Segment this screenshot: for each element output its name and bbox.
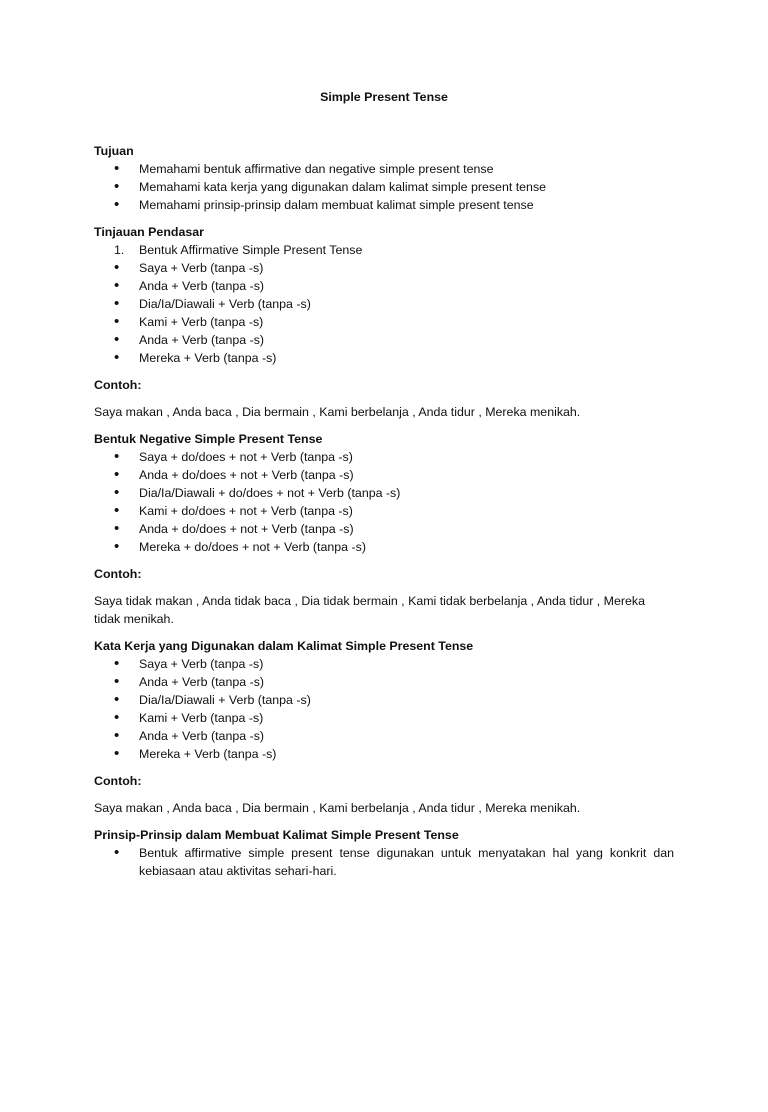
list-item: • Bentuk affirmative simple present tense digunakan untuk menyatakan hal yang konkrit dan kebiasaan atau aktivitas sehari-hari.	[94, 844, 674, 880]
bullet-icon	[114, 196, 134, 214]
bullet-icon	[114, 745, 134, 763]
bullet-icon	[114, 655, 134, 673]
bullet-icon	[114, 259, 134, 277]
list-prinsip	[94, 844, 674, 880]
bullet-icon	[114, 520, 134, 538]
document-title: Simple Present Tense	[320, 90, 448, 104]
bullet-icon	[114, 331, 134, 349]
list-item: • Dia/Ia/Diawali + Verb (tanpa -s)	[94, 295, 674, 313]
list-item: • Memahami bentuk affirmative dan negative simple present tense	[94, 160, 674, 178]
bullet-icon	[114, 538, 134, 556]
bullet-icon	[114, 844, 134, 862]
contoh-label: Contoh:	[94, 378, 142, 392]
heading-prinsip: Prinsip-Prinsip dalam Membuat Kalimat Simple Present Tense	[94, 828, 459, 842]
bullet-icon	[114, 709, 134, 727]
list-tujuan	[94, 160, 674, 214]
bullet-icon	[114, 484, 134, 502]
list-item: • Anda + Verb (tanpa -s)	[94, 673, 674, 691]
list-item: • Kami + Verb (tanpa -s)	[94, 709, 674, 727]
contoh-text: Saya makan , Anda baca , Dia bermain , Kami berbelanja , Anda tidur , Mereka menikah.	[94, 405, 581, 419]
list-item: • Mereka + Verb (tanpa -s)	[94, 349, 674, 367]
bullet-icon	[114, 277, 134, 295]
contoh-text: Saya tidak makan , Anda tidak baca , Dia tidak bermain , Kami tidak berbelanja , Anda tidur , Mereka tidak menikah.	[94, 594, 645, 626]
list-item: • Anda + do/does + not + Verb (tanpa -s)	[94, 466, 674, 484]
contoh-label: Contoh:	[94, 774, 142, 788]
list-item: • Kami + do/does + not + Verb (tanpa -s)	[94, 502, 674, 520]
item-number: 1.	[114, 243, 125, 257]
list-item: • Dia/Ia/Diawali + Verb (tanpa -s)	[94, 691, 674, 709]
bullet-icon	[114, 160, 134, 178]
bullet-icon	[114, 313, 134, 331]
list-affirmative	[94, 259, 674, 367]
list-item: • Saya + Verb (tanpa -s)	[94, 655, 674, 673]
bullet-icon	[114, 295, 134, 313]
heading-negative: Bentuk Negative Simple Present Tense	[94, 432, 323, 446]
contoh-text: Saya makan , Anda baca , Dia bermain , Kami berbelanja , Anda tidur , Mereka menikah.	[94, 801, 581, 815]
numbered-item: 1. Bentuk Affirmative Simple Present Tense	[114, 243, 363, 257]
list-item: • Saya + Verb (tanpa -s)	[94, 259, 674, 277]
list-item: • Memahami kata kerja yang digunakan dalam kalimat simple present tense	[94, 178, 674, 196]
heading-tujuan: Tujuan	[94, 144, 134, 158]
bullet-icon	[114, 349, 134, 367]
list-item: • Memahami prinsip-prinsip dalam membuat kalimat simple present tense	[94, 196, 674, 214]
document-page	[0, 88, 768, 1112]
bullet-icon	[114, 466, 134, 484]
bullet-icon	[114, 691, 134, 709]
heading-kata-kerja: Kata Kerja yang Digunakan dalam Kalimat Simple Present Tense	[94, 639, 474, 653]
bullet-icon	[114, 673, 134, 691]
bullet-icon	[114, 502, 134, 520]
list-item: • Anda + do/does + not + Verb (tanpa -s)	[94, 520, 674, 538]
contoh-label: Contoh:	[94, 567, 142, 581]
list-item: • Mereka + do/does + not + Verb (tanpa -s)	[94, 538, 674, 556]
numbered-list-tinjauan	[94, 241, 674, 259]
bullet-icon	[114, 727, 134, 745]
list-item: • Anda + Verb (tanpa -s)	[94, 277, 674, 295]
list-item: • Mereka + Verb (tanpa -s)	[94, 745, 674, 763]
list-kata-kerja	[94, 655, 674, 763]
bullet-icon	[114, 178, 134, 196]
list-item: • Anda + Verb (tanpa -s)	[94, 331, 674, 349]
heading-tinjauan-pendasar: Tinjauan Pendasar	[94, 225, 204, 239]
list-item: • Kami + Verb (tanpa -s)	[94, 313, 674, 331]
list-item: • Saya + do/does + not + Verb (tanpa -s)	[94, 448, 674, 466]
bullet-icon	[114, 448, 134, 466]
list-item: • Anda + Verb (tanpa -s)	[94, 727, 674, 745]
list-negative	[94, 448, 674, 556]
list-item: • Dia/Ia/Diawali + do/does + not + Verb (tanpa -s)	[94, 484, 674, 502]
